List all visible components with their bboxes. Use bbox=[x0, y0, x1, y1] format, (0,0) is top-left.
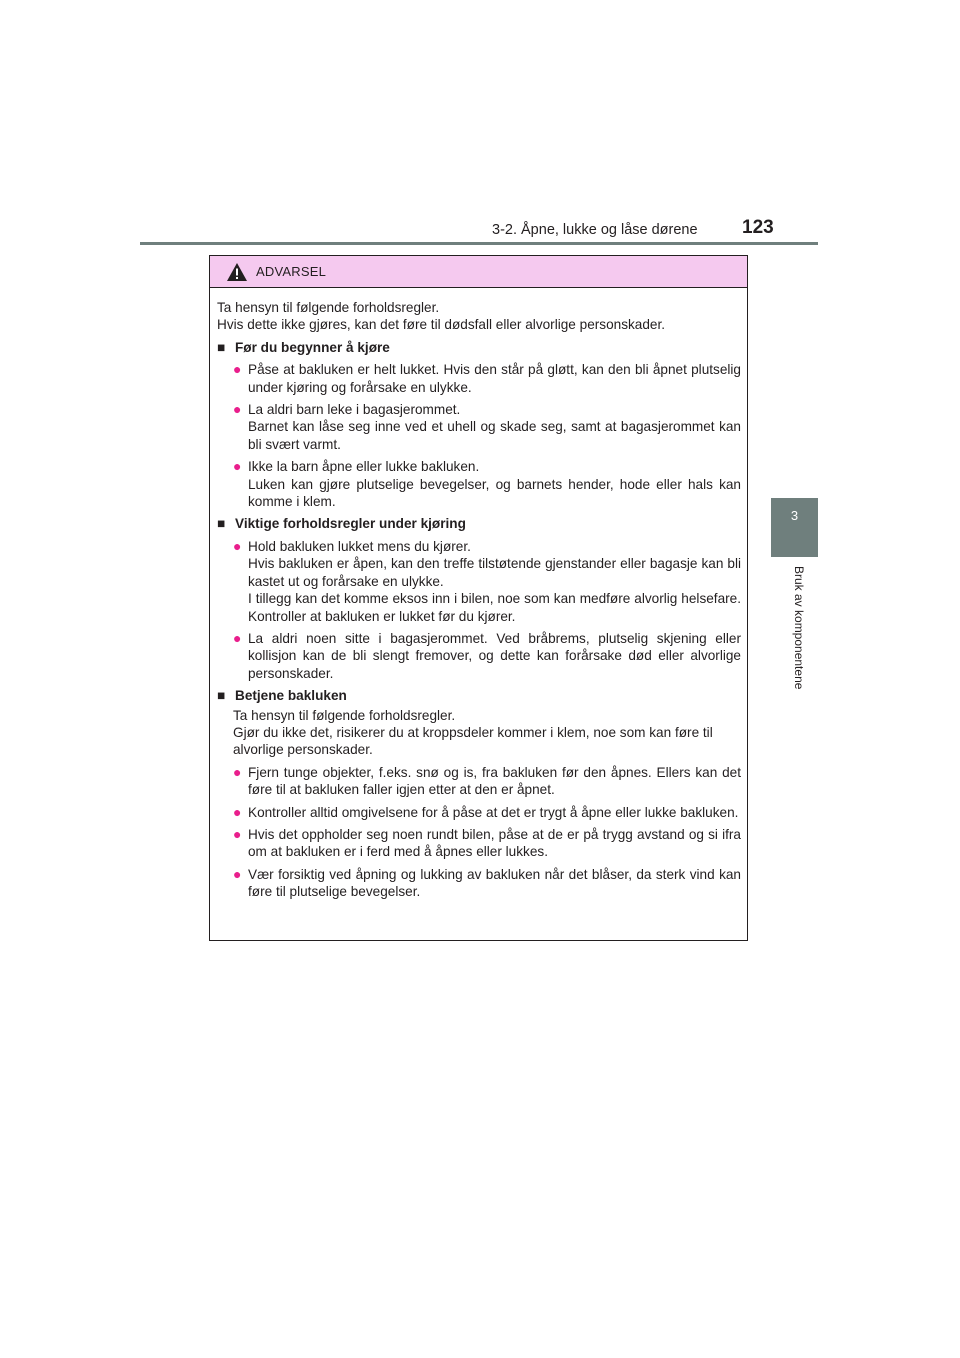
list-item bbox=[217, 630, 741, 682]
list-item bbox=[217, 866, 741, 901]
list-item bbox=[217, 764, 741, 799]
circle-bullet-icon: ● bbox=[233, 803, 242, 820]
list-item-paragraph: I tillegg kan det komme eksos inn i bilen, noe som kan medføre alvorlig helsefare. Kontroller at bakluken er lukket før du kjører. bbox=[248, 591, 741, 624]
section-subtext bbox=[217, 707, 741, 759]
list-item-text bbox=[248, 866, 741, 901]
subtext-line: Ta hensyn til følgende forholdsregler. bbox=[233, 707, 456, 723]
list-item-paragraph: Vær forsiktig ved åpning og lukking av bakluken når det blåser, da sterk vind kan føre til plutselige bevegelser. bbox=[248, 866, 741, 900]
list-item bbox=[217, 804, 741, 821]
warning-body bbox=[210, 288, 747, 901]
header-divider bbox=[140, 242, 818, 245]
list-item-text bbox=[248, 630, 741, 682]
list-item-paragraph: Hvis bakluken er åpen, kan den treffe tilstøtende gjenstander eller bagasje kan bli kastet ut og forårsake en ulykke. bbox=[248, 556, 741, 589]
section-title: 3-2. Åpne, lukke og låse dørene bbox=[492, 222, 698, 238]
list-item-paragraph: Hold bakluken lukket mens du kjører. bbox=[248, 538, 471, 554]
list-item-paragraph: Ikke la barn åpne eller lukke bakluken. bbox=[248, 459, 480, 475]
intro-line: Hvis dette ikke gjøres, kan det føre til dødsfall eller alvorlige personskader. bbox=[217, 317, 666, 333]
warning-sections bbox=[217, 339, 741, 901]
list-item bbox=[217, 458, 741, 510]
square-bullet-icon: ■ bbox=[217, 516, 226, 532]
section-heading bbox=[217, 687, 741, 704]
warning-box bbox=[209, 255, 748, 941]
list-item bbox=[217, 826, 741, 861]
list-item-paragraph: Påse at bakluken er helt lukket. Hvis den står på gløtt, kan den bli åpnet plutselig under kjøring og forårsake en ulykke. bbox=[248, 362, 741, 395]
subtext-line: Gjør du ikke det, risikerer du at kroppsdeler kommer i klem, noe som kan føre til alvorlige personskader. bbox=[233, 724, 713, 758]
section-heading-text: Betjene bakluken bbox=[235, 688, 347, 704]
list-item-paragraph: Barnet kan låse seg inne ved et uhell og skade seg, samt at bagasjerommet kan bli svært varmt. bbox=[248, 419, 741, 452]
chapter-side-label: Bruk av komponentene bbox=[792, 566, 806, 690]
list-item-text bbox=[248, 826, 741, 861]
list-item-paragraph: Kontroller alltid omgivelsene for å påse at det er trygt å åpne eller lukke bakluken. bbox=[248, 804, 739, 820]
intro-line: Ta hensyn til følgende forholdsregler. bbox=[217, 300, 440, 315]
warning-section bbox=[217, 515, 741, 682]
list-item-text bbox=[248, 804, 738, 821]
list-item-text bbox=[248, 764, 741, 799]
circle-bullet-icon: ● bbox=[233, 763, 242, 780]
chapter-tab bbox=[771, 498, 818, 557]
list-item-text bbox=[248, 401, 741, 453]
section-heading-text: Viktige forholdsregler under kjøring bbox=[235, 516, 466, 532]
list-item-paragraph: Luken kan gjøre plutselige bevegelser, og barnets hender, hode eller hals kan komme i klem. bbox=[248, 476, 741, 510]
list-item-text bbox=[248, 538, 741, 625]
warning-intro bbox=[217, 299, 741, 334]
circle-bullet-icon: ● bbox=[233, 537, 242, 554]
list-item-text bbox=[248, 361, 741, 396]
warning-title: ADVARSEL bbox=[256, 264, 326, 279]
circle-bullet-icon: ● bbox=[233, 825, 242, 842]
square-bullet-icon: ■ bbox=[217, 339, 226, 355]
circle-bullet-icon: ● bbox=[233, 458, 242, 475]
square-bullet-icon: ■ bbox=[217, 688, 226, 704]
circle-bullet-icon: ● bbox=[233, 865, 242, 882]
warning-header bbox=[210, 256, 747, 288]
chapter-number: 3 bbox=[790, 508, 799, 523]
warning-section bbox=[217, 339, 741, 511]
list-item-paragraph: Fjern tunge objekter, f.eks. snø og is, fra bakluken før den åpnes. Ellers kan det føre til at bakluken faller igjen etter at den er åpnet. bbox=[248, 764, 741, 798]
section-heading bbox=[217, 339, 741, 356]
list-item bbox=[217, 361, 741, 396]
list-item bbox=[217, 401, 741, 453]
list-item-paragraph: La aldri barn leke i bagasjerommet. bbox=[248, 402, 461, 418]
warning-section bbox=[217, 687, 741, 900]
warning-triangle-icon bbox=[226, 262, 248, 282]
circle-bullet-icon: ● bbox=[233, 361, 242, 378]
section-heading bbox=[217, 515, 741, 532]
list-item-paragraph: La aldri noen sitte i bagasjerommet. Ved bråbrems, plutselig skjening eller kollisjon kan de bli slengt fremover, og dette kan forårsake død eller alvorlige personskader. bbox=[248, 630, 741, 681]
page-number: 123 bbox=[742, 217, 774, 238]
list-item-paragraph: Hvis det oppholder seg noen rundt bilen, påse at de er på trygg avstand og si ifra om at bakluken er i ferd med å åpnes eller lukkes. bbox=[248, 826, 741, 860]
circle-bullet-icon: ● bbox=[233, 401, 242, 418]
list-item bbox=[217, 538, 741, 625]
section-heading-text: Før du begynner å kjøre bbox=[235, 339, 390, 355]
circle-bullet-icon: ● bbox=[233, 629, 242, 646]
list-item-text bbox=[248, 458, 741, 510]
